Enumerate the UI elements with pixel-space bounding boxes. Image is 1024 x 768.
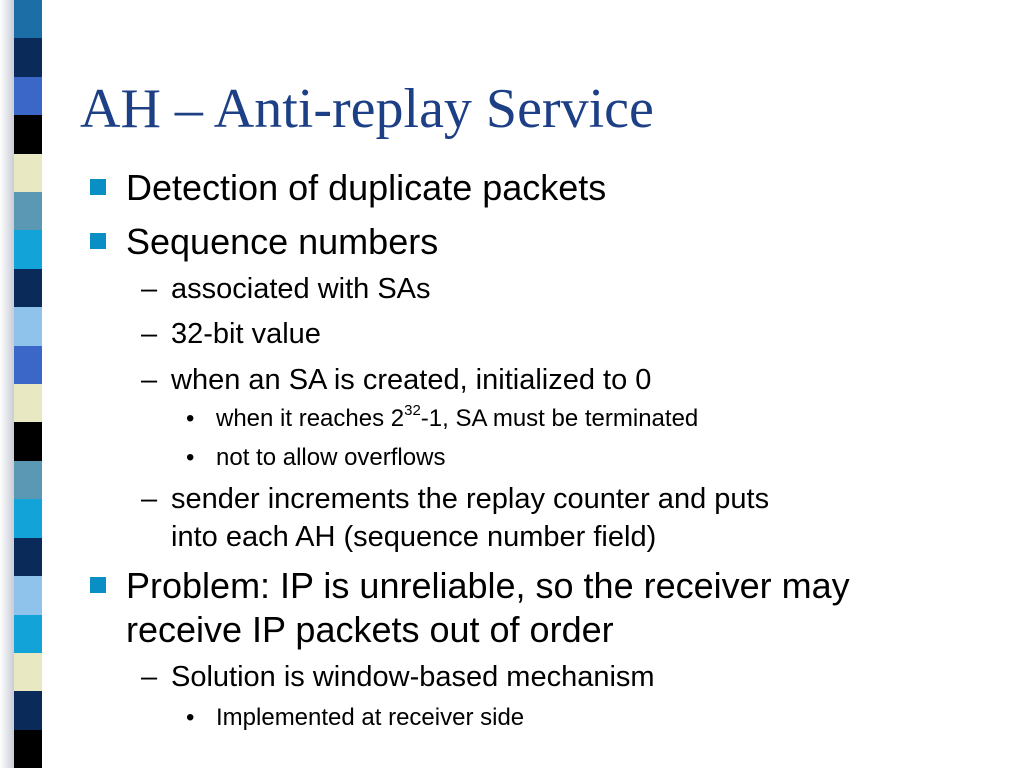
stripe-segment [14,192,42,230]
stripe-segment [14,422,42,460]
stripe-segment [14,230,42,268]
dash-marker: – [141,273,158,305]
stripe-segment [14,730,42,768]
sub-bullet-text: 32-bit value [171,318,321,350]
square-bullet-icon [90,179,106,195]
sub-bullet-item [141,480,770,556]
bullet-text-line2: receive IP packets out of order [126,609,614,650]
stripe-segment [14,691,42,729]
bullet-text: Detection of duplicate packets [126,167,607,208]
stripe-segment [14,307,42,345]
sub-sub-bullet-text: not to allow overflows [216,444,446,471]
sub-sub-bullet-item [186,443,446,473]
stripe-segment [14,615,42,653]
sub-bullet-item [141,361,652,399]
sub-sub-bullet-text: Implemented at receiver side [216,704,525,731]
stripe-segment [14,38,42,76]
dot-marker: • [186,405,195,432]
stripe-segment [14,499,42,537]
bullet-item [126,220,438,264]
sub-bullet-text-line2: into each AH (sequence number field) [171,521,657,553]
stripe-segment [14,346,42,384]
bullet-text-line1: Problem: IP is unreliable, so the receiver may [126,565,850,606]
stripe-segment [14,115,42,153]
sub-sub-bullet-item [186,703,525,733]
stripe-segment [14,653,42,691]
stripe-segment [14,384,42,422]
stripe-segment [14,461,42,499]
exponent: 32 [404,402,421,419]
slide-title: AH – Anti-replay Service [80,78,654,140]
sub-bullet-item [141,270,431,308]
square-bullet-icon [90,233,106,249]
bullet-text: Sequence numbers [126,221,439,262]
dash-marker: – [141,364,158,396]
stripe-segment [14,538,42,576]
dash-marker: – [141,318,158,350]
stripe-shadow [0,0,14,768]
dash-marker: – [141,483,158,515]
stripe-segment [14,0,42,38]
sub-bullet-text: when an SA is created, initialized to 0 [171,364,652,396]
dash-marker: – [141,661,158,693]
dot-marker: • [186,444,195,471]
stripe-segment [14,77,42,115]
sub-bullet-text-line1: sender increments the replay counter and puts [171,483,770,515]
dot-marker: • [186,704,195,731]
stripe-segment [14,269,42,307]
sub-bullet-item [141,658,655,696]
stripe-segment [14,576,42,614]
decorative-side-stripe [0,0,44,768]
square-bullet-icon [90,577,106,593]
stripe-segment [14,154,42,192]
sub-bullet-item [141,315,321,353]
bullet-item [126,564,850,652]
bullet-item [126,166,606,210]
sub-sub-bullet-item [186,402,699,434]
sub-bullet-text: associated with SAs [171,273,431,305]
sub-sub-bullet-text: when it reaches $2^{32}-1$, SA must be terminated [216,402,699,432]
sub-bullet-text: Solution is window-based mechanism [171,661,655,693]
